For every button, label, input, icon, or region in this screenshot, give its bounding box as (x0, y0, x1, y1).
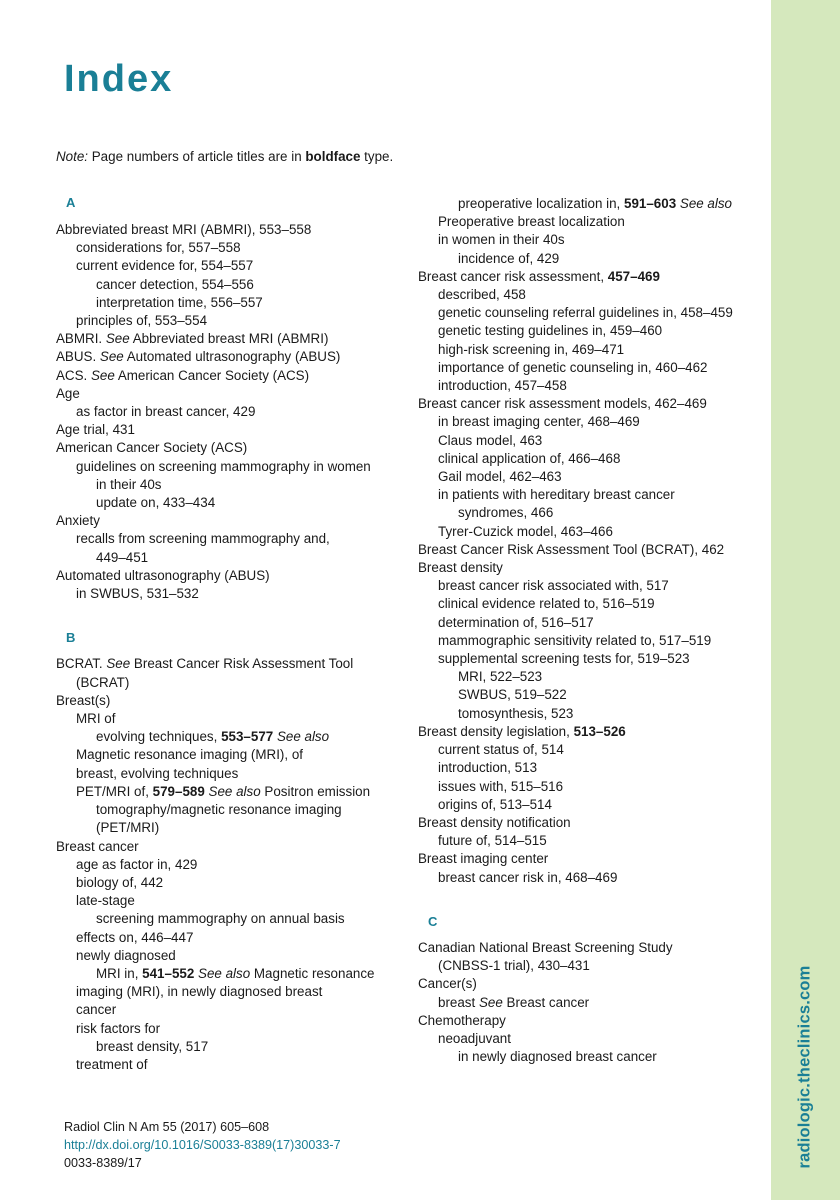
index-column-left (56, 195, 401, 1074)
index-subentry: cancer detection, 554–556 (96, 276, 254, 292)
index-entry: Breast density notification (418, 814, 571, 830)
index-subentry: clinical application of, 466–468 (438, 450, 621, 466)
index-entry: ABMRI. See Abbreviated breast MRI (ABMRI) (56, 331, 329, 347)
index-subentry: in SWBUS, 531–532 (76, 586, 199, 602)
index-subentry: considerations for, 557–558 (76, 240, 241, 256)
index-subentry: recalls from screening mammography and, (76, 531, 330, 547)
index-subentry: treatment of (76, 1056, 148, 1072)
section-letter-b: B (66, 630, 76, 646)
section-letter-c: C (428, 913, 438, 929)
index-continuation: effects on, 446–447 (76, 929, 194, 945)
index-subentry: MRI in, 541–552 See also Magnetic resonance (96, 965, 375, 981)
index-continuation: (CNBSS-1 trial), 430–431 (438, 958, 590, 974)
index-entry: Chemotherapy (418, 1012, 506, 1028)
index-continuation: imaging (MRI), in newly diagnosed breast (76, 984, 323, 1000)
index-subentry: guidelines on screening mammography in women (76, 458, 371, 474)
note-text: Page numbers of article titles are in (91, 149, 302, 164)
footer-citation-block (64, 1118, 341, 1172)
index-subentry: Tyrer-Cuzick model, 463–466 (438, 523, 613, 539)
index-subentry: in patients with hereditary breast cancer (438, 487, 675, 503)
index-entry: Breast cancer risk assessment, 457–469 (418, 268, 660, 284)
index-continuation: (PET/MRI) (96, 820, 160, 836)
index-subentry: current evidence for, 554–557 (76, 258, 254, 274)
index-entry: Breast density (418, 560, 503, 576)
index-subentry: breast density, 517 (96, 1038, 209, 1054)
index-entry: Age trial, 431 (56, 422, 135, 438)
index-entry: Automated ultrasonography (ABUS) (56, 567, 270, 583)
index-continuation: tomography/magnetic resonance imaging (96, 802, 342, 818)
index-subentry: in women in their 40s (438, 232, 565, 248)
index-subentry: Gail model, 462–463 (438, 469, 562, 485)
index-subentry: high-risk screening in, 469–471 (438, 341, 625, 357)
index-subentry: introduction, 457–458 (438, 378, 567, 394)
index-subentry: update on, 433–434 (96, 495, 216, 511)
index-subentry: evolving techniques, 553–577 See also (96, 729, 330, 745)
index-subentry: current status of, 514 (438, 742, 564, 758)
index-entry: American Cancer Society (ACS) (56, 440, 248, 456)
index-continuation: Preoperative breast localization (438, 214, 625, 230)
index-entry: Cancer(s) (418, 976, 477, 992)
index-subentry: genetic testing guidelines in, 459–460 (438, 323, 663, 339)
index-subentry: PET/MRI of, 579–589 See also Positron emission (76, 783, 371, 799)
index-entry: Age (56, 385, 80, 401)
index-continuation: breast, evolving techniques (76, 765, 239, 781)
index-subentry: genetic counseling referral guidelines in, 458–459 (438, 305, 733, 321)
index-subentry: late-stage (76, 893, 135, 909)
index-subentry: breast cancer risk associated with, 517 (438, 578, 669, 594)
index-subentry: screening mammography on annual basis (96, 911, 345, 927)
index-continuation: syndromes, 466 (458, 505, 554, 521)
index-subentry: breast See Breast cancer (438, 994, 590, 1010)
index-subentry: breast cancer risk in, 468–469 (438, 869, 618, 885)
index-subentry: preoperative localization in, 591–603 See also (458, 196, 733, 211)
index-subentry: determination of, 516–517 (438, 614, 594, 630)
note-bold-word: boldface (305, 149, 361, 164)
index-subentry: incidence of, 429 (458, 250, 560, 266)
index-subentry: SWBUS, 519–522 (458, 687, 567, 703)
footer-citation: Radiol Clin N Am 55 (2017) 605–608 (64, 1120, 270, 1134)
index-entry: Breast cancer (56, 838, 139, 854)
index-entry: Breast cancer risk assessment models, 462–469 (418, 396, 707, 412)
index-subentry: interpretation time, 556–557 (96, 294, 263, 310)
index-subentry: in breast imaging center, 468–469 (438, 414, 640, 430)
index-subentry: newly diagnosed (76, 947, 176, 963)
index-continuation: 449–451 (96, 549, 149, 565)
index-subentry: future of, 514–515 (438, 833, 547, 849)
index-subentry: clinical evidence related to, 516–519 (438, 596, 655, 612)
index-continuation: (BCRAT) (76, 674, 130, 690)
footer-doi-link[interactable]: http://dx.doi.org/10.1016/S0033-8389(17)30033-7 (64, 1138, 341, 1152)
index-subentry: origins of, 513–514 (438, 796, 552, 812)
index-subentry: mammographic sensitivity related to, 517–519 (438, 632, 712, 648)
note-label: Note: (56, 149, 89, 164)
note-text-after: type. (364, 149, 394, 164)
index-subentry: MRI of (76, 711, 116, 727)
index-entry: Breast density legislation, 513–526 (418, 723, 626, 739)
index-continuation: in their 40s (96, 476, 162, 492)
index-subentry: risk factors for (76, 1020, 161, 1036)
index-entry: Breast(s) (56, 692, 111, 708)
index-entry: Anxiety (56, 513, 100, 529)
index-subentry: Claus model, 463 (438, 432, 543, 448)
index-subentry: biology of, 442 (76, 874, 164, 890)
index-subentry: importance of genetic counseling in, 460–462 (438, 359, 708, 375)
index-subentry: in newly diagnosed breast cancer (458, 1049, 657, 1065)
index-entry: BCRAT. See Breast Cancer Risk Assessment Tool (56, 656, 354, 672)
index-entry: Breast Cancer Risk Assessment Tool (BCRAT), 462 (418, 541, 725, 557)
note-line (56, 149, 393, 164)
index-entry: Breast imaging center (418, 851, 549, 867)
index-continuation: Magnetic resonance imaging (MRI), of (76, 747, 303, 763)
index-subentry: as factor in breast cancer, 429 (76, 404, 256, 420)
footer-issn: 0033-8389/17 (64, 1156, 142, 1170)
index-entry: Abbreviated breast MRI (ABMRI), 553–558 (56, 222, 312, 237)
index-entry: Canadian National Breast Screening Study (418, 939, 673, 955)
page-title: Index (64, 58, 174, 100)
index-column-right (418, 195, 763, 1066)
index-subentry: tomosynthesis, 523 (458, 705, 574, 721)
index-subentry: issues with, 515–516 (438, 778, 564, 794)
index-subentry: introduction, 513 (438, 760, 538, 776)
journal-url[interactable]: radiologic.theclinics.com (795, 965, 814, 1169)
index-subentry: MRI, 522–523 (458, 669, 543, 685)
index-subentry: age as factor in, 429 (76, 856, 198, 872)
index-subentry: principles of, 553–554 (76, 313, 208, 329)
section-letter-a: A (66, 195, 76, 210)
index-subentry: neoadjuvant (438, 1030, 511, 1046)
index-continuation: cancer (76, 1002, 117, 1018)
index-subentry: described, 458 (438, 287, 526, 303)
index-subentry: supplemental screening tests for, 519–523 (438, 651, 690, 667)
index-entry: ACS. See American Cancer Society (ACS) (56, 367, 310, 383)
index-entry: ABUS. See Automated ultrasonography (ABUS) (56, 349, 341, 365)
